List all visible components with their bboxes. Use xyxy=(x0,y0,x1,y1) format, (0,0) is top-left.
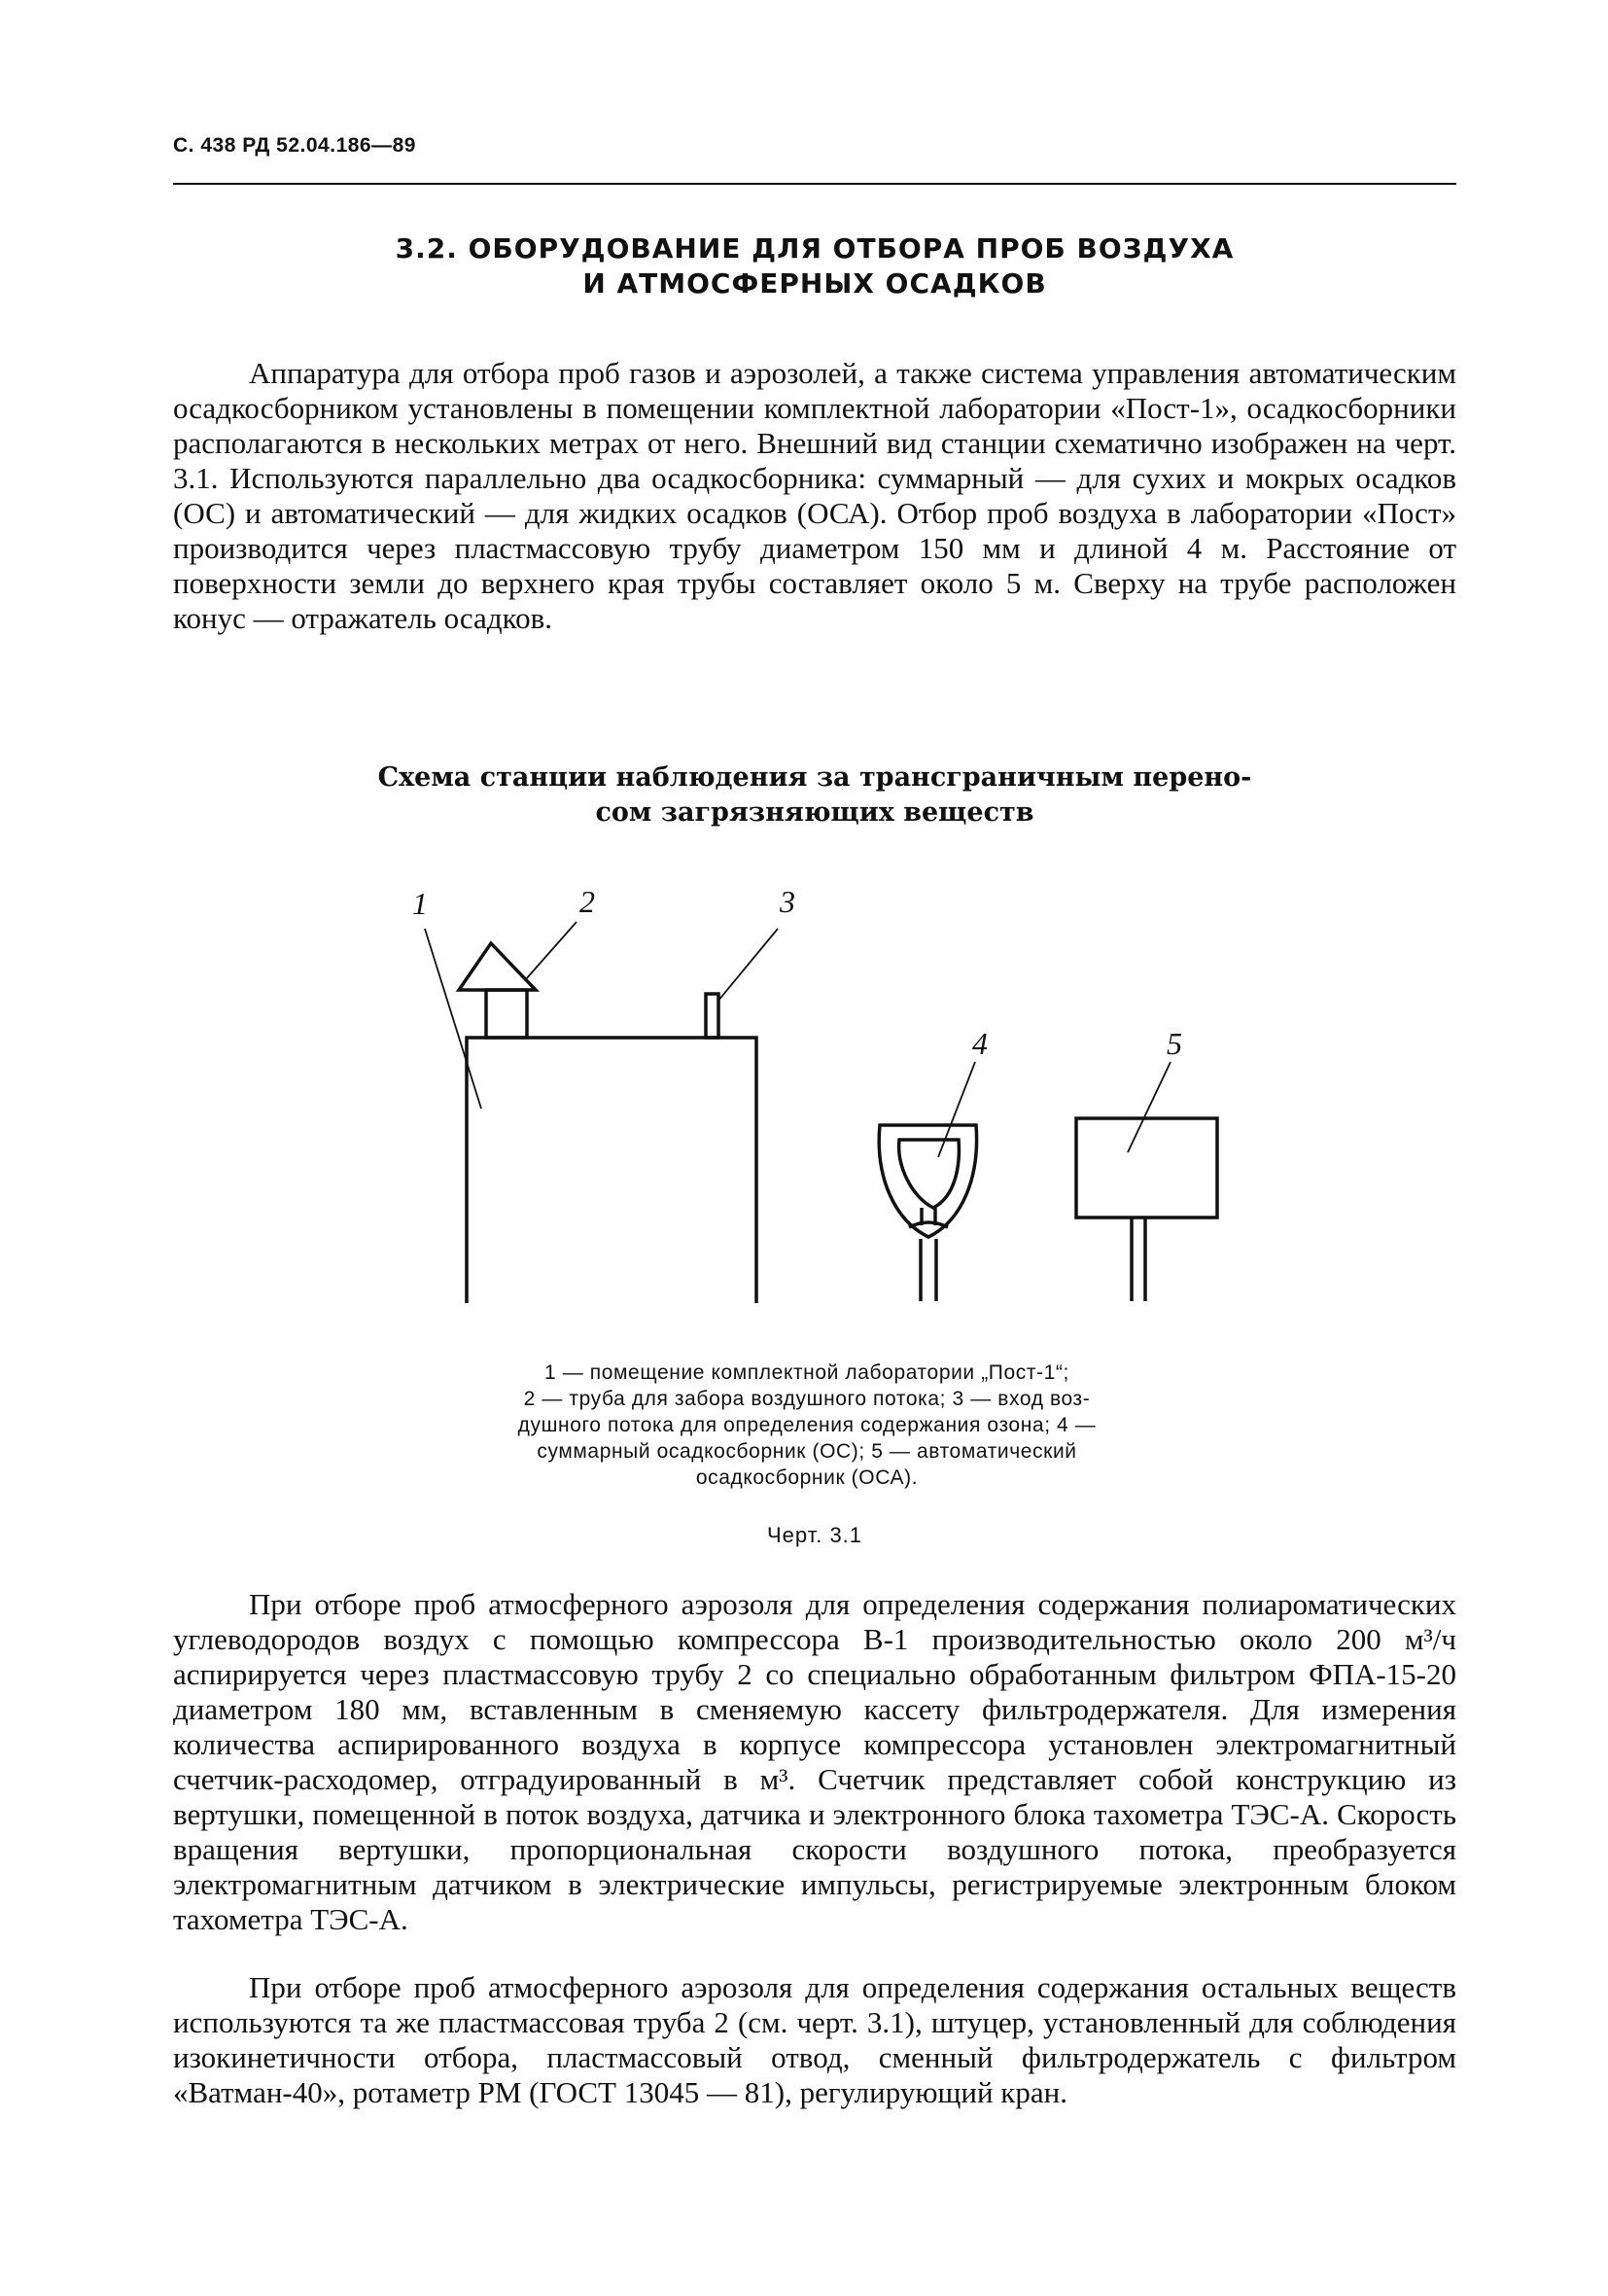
bulk-collector-cup xyxy=(899,1140,960,1208)
diagram-label-3: 3 xyxy=(780,884,795,919)
figure-title-line-2: сом загрязняющих веществ xyxy=(595,797,1034,828)
diagram-label-2: 2 xyxy=(579,884,595,919)
paragraph-intro-text: Аппаратура для отбора проб газов и аэрозолей, а также система управления автоматическим осадкосборником установлены в помещении комплектной лаборатории «Пост-1», осадкосборники располагаются в нескольких метрах от него. Внешний вид станции схематично изображен на черт. 3.1. Используются параллельно два осадкосборника: суммарный — для сухих и мокрых осадков (ОС) и автоматический — для жидких осадков (ОСА). Отбор проб воздуха в лаборатории «Пост» производится через пластмассовую трубу диаметром 150 мм и длиной 4 м. Расстояние от поверхности земли до верхнего края трубы составляет около 5 м. Сверху на трубе расположен конус — отражатель осадков. xyxy=(173,356,1456,635)
diagram-label-4: 4 xyxy=(972,1026,988,1061)
paragraph-aerosol-other-text: При отборе проб атмосферного аэрозоля для определения содержания остальных веществ используются та же пластмассовая труба 2 (см. черт. 3.1), штуцер, установленный для соблюдения изокинетичности отбора, пластмассовый отвод, сменный фильтродержатель с фильтром «Ватман-40», ротаметр РМ (ГОСТ 13045 — 81), регулирующий кран. xyxy=(173,1970,1456,2109)
leader-line-5 xyxy=(1128,1062,1171,1152)
leader-line-3 xyxy=(717,929,778,1002)
paragraph-aerosol-pah-text: При отборе проб атмосферного аэрозоля для определения содержания полиароматических углеводородов воздух с помощью компрессора В-1 производительностью около 200 м³/ч аспирируется через пластмассовую трубу 2 со специально обработанным фильтром ФПА-15-20 диаметром 180 мм, вставленным в сменяемую кассету фильтродержателя. Для измерения количества аспирированного воздуха в корпусе компрессора установлен электромагнитный счетчик-расходомер, отградуированный в м³. Счетчик представляет собой конструкцию из вертушки, помещенной в поток воздуха, датчика и электронного блока тахометра ТЭС-А. Скорость вращения вертушки, пропорциональная скорости воздушного потока, преобразуется электромагнитным датчиком в электрические импульсы, регистрируемые электронным блоком тахометра ТЭС-А. xyxy=(173,1587,1456,1936)
diagram-label-5: 5 xyxy=(1167,1026,1182,1061)
leader-line-2 xyxy=(525,922,577,980)
figure-caption xyxy=(418,1360,1196,1491)
paragraph-aerosol-other xyxy=(173,1970,1456,2110)
figure-title-line-1: Схема станции наблюдения за трансграничным перено- xyxy=(377,762,1252,793)
diagram-label-1: 1 xyxy=(412,886,428,921)
section-title-line-2: И АТМОСФЕРНЫХ ОСАДКОВ xyxy=(582,267,1047,300)
leader-line-1 xyxy=(425,929,481,1109)
lab-building xyxy=(467,1038,756,1303)
leader-line-4 xyxy=(938,1062,975,1157)
caption-line-2: 2 — труба для забора воздушного потока; 3 — вход воз- xyxy=(523,1388,1091,1410)
ozone-inlet xyxy=(706,994,718,1038)
figure-number: Черт. 3.1 xyxy=(766,1523,863,1547)
section-title-line-1: 3.2. ОБОРУДОВАНИЕ ДЛЯ ОТБОРА ПРОБ ВОЗДУХА xyxy=(395,232,1235,265)
paragraph-aerosol-pah xyxy=(173,1587,1456,1937)
intake-cone xyxy=(459,943,536,990)
caption-line-5: осадкосборник (ОСА). xyxy=(695,1466,919,1489)
caption-line-4: суммарный осадкосборник (ОС); 5 — автоматический xyxy=(537,1440,1077,1463)
auto-collector-box xyxy=(1076,1118,1217,1218)
caption-line-1: 1 — помещение комплектной лаборатории „Пост-1“; xyxy=(544,1361,1069,1384)
intake-pipe xyxy=(486,990,527,1038)
page-header: С. 438 РД 52.04.186—89 xyxy=(173,134,416,157)
bulk-collector-body xyxy=(879,1125,976,1237)
bulk-collector-base xyxy=(909,1222,948,1227)
caption-line-3: душного потока для определения содержания озона; 4 — xyxy=(517,1414,1097,1436)
